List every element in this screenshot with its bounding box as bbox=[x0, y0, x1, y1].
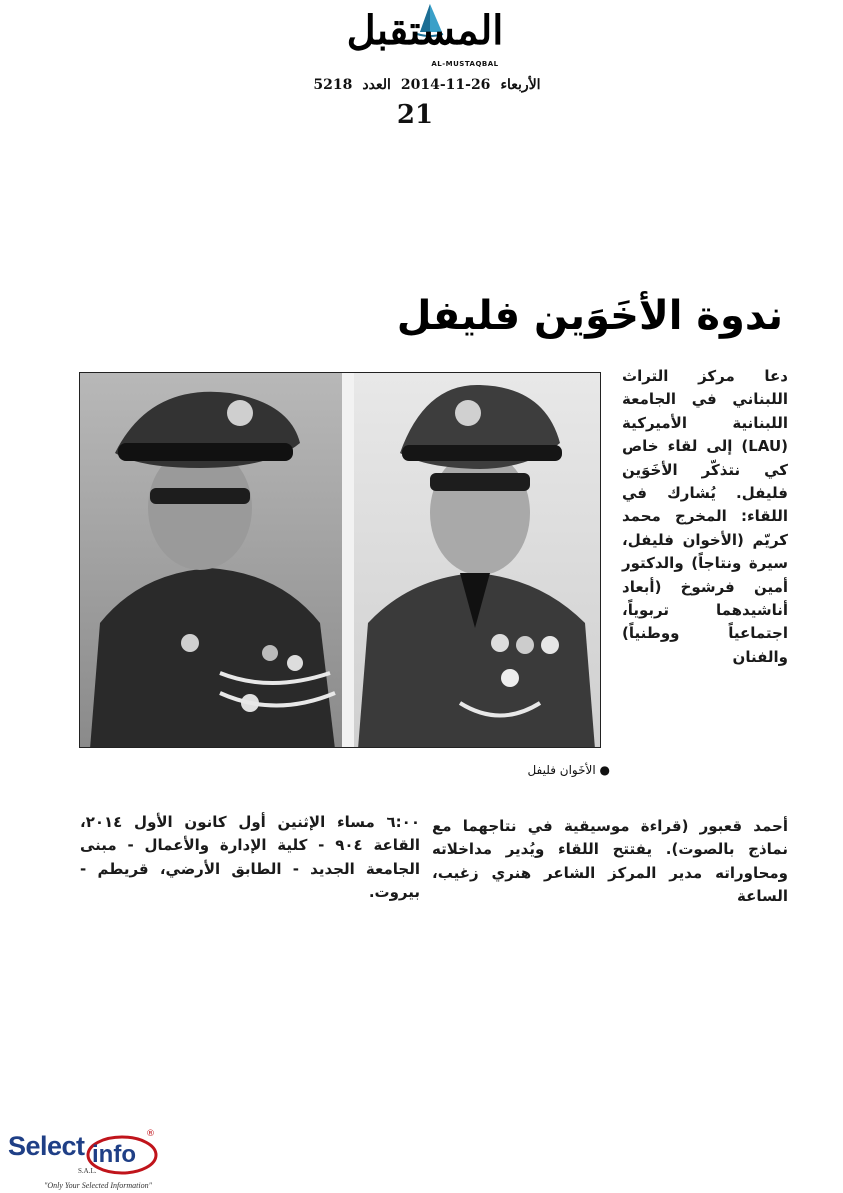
article-body-column-wide bbox=[432, 815, 788, 909]
article-body-column-right bbox=[622, 365, 788, 669]
newspaper-latin-name: AL-MUSTAQBAL bbox=[431, 60, 499, 68]
logo-tagline: "Only Your Selected Information" bbox=[44, 1181, 152, 1190]
issue-number: 5218 bbox=[313, 77, 353, 93]
photo-portraits-image bbox=[80, 373, 601, 748]
logo-info-text: info bbox=[92, 1141, 136, 1168]
newspaper-name: المستقبل bbox=[346, 7, 504, 54]
page-number: 21 bbox=[396, 100, 434, 130]
issue-date: 2014-11-26 bbox=[400, 77, 491, 93]
article-photo bbox=[79, 372, 601, 748]
article-paragraph: أحمد قعبور (قراءة موسيقية في نتاجهما مع نماذج بالصوت). يفتتح اللقاء ويُدير مداخلاته ومحاوراته مدير المركز الشاعر هنري زغيب، الساعة bbox=[432, 817, 788, 906]
article-headline: ندوة الأخَوَين فليفل bbox=[396, 293, 783, 339]
logo-registered-mark: ® bbox=[146, 1129, 155, 1139]
article-paragraph: ٦:٠٠ مساء الإثنين أول كانون الأول ٢٠١٤، القاعة ٩٠٤ - كلية الإدارة والأعمال - مبنى الجامعة الجديد - الطابق الأرضي، قريطم - بيروت. bbox=[80, 813, 420, 902]
issue-number-label: العدد bbox=[362, 77, 391, 93]
logo-select-text: Select bbox=[8, 1131, 85, 1161]
article-body-column-left bbox=[80, 796, 420, 920]
logo-sal-text: S.A.L. bbox=[78, 1167, 97, 1175]
article-paragraph: دعا مركز التراث اللبناني في الجامعة اللبنانية الأميركية (LAU) إلى لقاء خاص كي نتذكّر الأخَوَين فليفل. يُشارك في اللقاء: المخرج محمد كريّم (الأخوان فليفل، سيرة ونتاجاً) والدكتور أمين فرشوخ (أبعاد أناشيدهما تربوياً، اجتماعياً ووطنياً) والفنان bbox=[622, 367, 788, 666]
issue-day: الأربعاء bbox=[500, 77, 541, 93]
issue-line bbox=[312, 77, 542, 97]
selectinfo-logo bbox=[4, 1125, 164, 1193]
masthead bbox=[320, 2, 540, 74]
photo-caption: ● الأخَوان فليفل bbox=[527, 763, 610, 777]
photo-divider bbox=[342, 373, 354, 747]
